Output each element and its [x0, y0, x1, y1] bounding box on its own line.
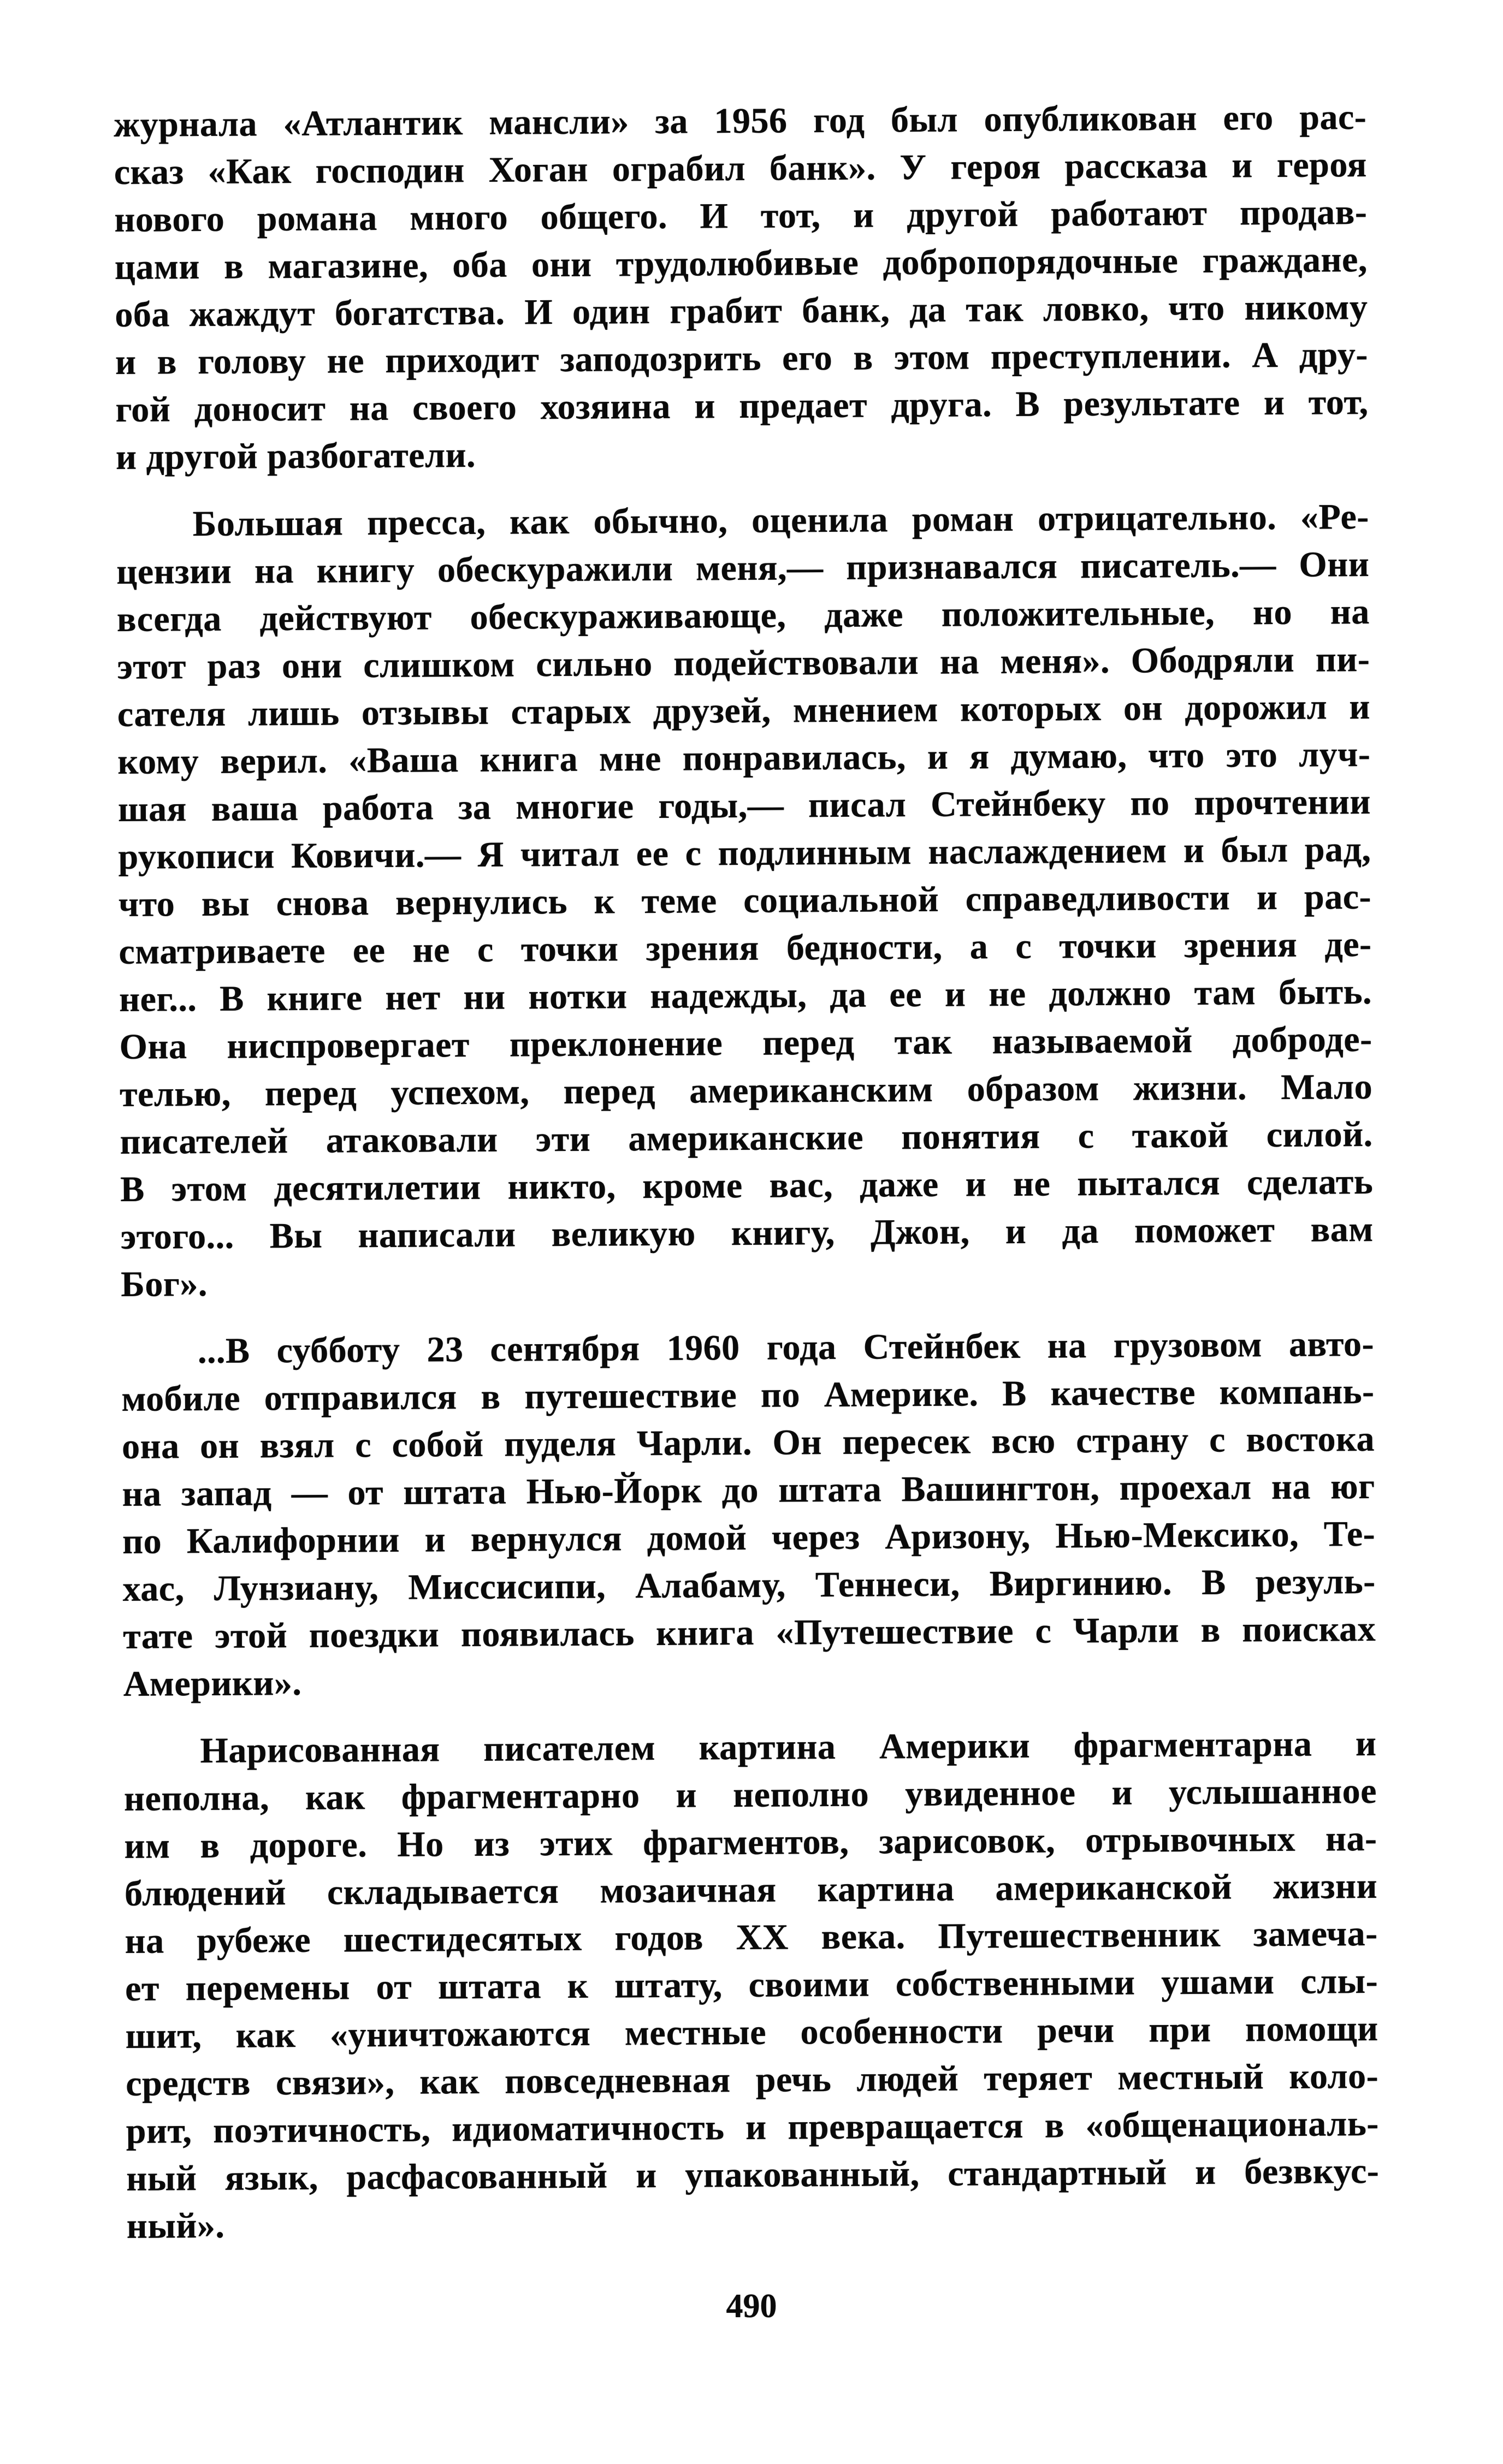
text-line: оба жаждут богатства. И один грабит банк, да так ловко, что никому: [115, 287, 1368, 335]
text-line: Америки».: [123, 1663, 302, 1704]
text-line: ный».: [126, 2205, 225, 2246]
text-line: ...В субботу 23 сентября 1960 года Стейнбек на грузовом авто-: [197, 1323, 1375, 1371]
text-line: этого... Вы написали великую книгу, Джон, и да поможет вам: [120, 1209, 1374, 1257]
text-line: В этом десятилетии никто, кроме вас, даже и не пытался сделать: [120, 1161, 1374, 1209]
text-line: сказ «Как господин Хоган ограбил банк». У героя рассказа и героя: [114, 144, 1367, 193]
text-line: хас, Лунзиану, Миссисипи, Алабаму, Теннеси, Виргинию. В резуль-: [122, 1561, 1376, 1609]
text-line: неполна, как фрагментарно и неполно увиденное и услышанное: [123, 1771, 1377, 1819]
body-text: [114, 93, 1380, 2250]
text-line: сматриваете ее не с точки зрения бедности, а с точки зрения де-: [119, 924, 1372, 972]
text-line: цами в магазине, оба они трудолюбивые добропорядочные граждане,: [114, 239, 1368, 288]
text-line: шит, как «уничтожаются местные особенности речи при помощи: [125, 2008, 1378, 2056]
text-line: журнала «Атлантик мансли» за 1956 год был опубликован его рас-: [114, 97, 1367, 145]
text-line: сателя лишь отзывы старых друзей, мнением которых он дорожил и: [117, 686, 1371, 734]
text-line: ет перемены от штата к штату, своими собственными ушами слы-: [125, 1961, 1378, 2009]
text-line: нег... В книге нет ни нотки надежды, да ее и не должно там быть.: [119, 971, 1372, 1019]
text-line: она он взял с собой пуделя Чарли. Он пересек всю страну с востока: [121, 1418, 1375, 1466]
text-line: Нарисованная писателем картина Америки фрагментарна и: [200, 1723, 1377, 1771]
text-line: рит, поэтичность, идиоматичность и превращается в «общенациональ-: [126, 2103, 1379, 2151]
text-line: шая ваша работа за многие годы,— писал Стейнбеку по прочтении: [117, 781, 1371, 829]
text-line: всегда действуют обескураживающе, даже положительные, но на: [116, 591, 1370, 639]
text-line: гой доносит на своего хозяина и предает друга. В результате и тот,: [115, 382, 1369, 430]
text-line: на запад — от штата Нью-Йорк до штата Вашингтон, проехал на юг: [122, 1466, 1375, 1514]
text-line: этот раз они слишком сильно подействовали на меня». Ободряли пи-: [117, 639, 1370, 687]
text-line: рукописи Ковичи.— Я читал ее с подлинным наслаждением и был рад,: [118, 829, 1371, 877]
text-line: ный язык, расфасованный и упакованный, стандартный и безвкус-: [126, 2151, 1380, 2199]
text-line: нового романа много общего. И тот, и другой работают продав-: [114, 192, 1368, 240]
paragraph: [116, 493, 1374, 1308]
page-number: 490: [726, 2288, 777, 2325]
text-line: писателей атаковали эти американские понятия с такой силой.: [120, 1114, 1373, 1162]
text-line: на рубеже шестидесятых годов XX века. Путешественник замеча-: [125, 1913, 1378, 1961]
paragraph: [121, 1320, 1376, 1708]
text-line: Она ниспровергает преклонение перед так называемой доброде-: [119, 1019, 1372, 1067]
paragraph: [114, 93, 1369, 481]
text-line: Большая пресса, как обычно, оценила роман отрицательно. «Ре-: [192, 496, 1369, 544]
text-line: цензии на книгу обескуражили меня,— признавался писатель.— Они: [116, 544, 1370, 592]
text-line: и другой разбогатели.: [115, 435, 476, 477]
text-line: телью, перед успехом, перед американским образом жизни. Мало: [119, 1066, 1373, 1114]
text-line: тате этой поездки появилась книга «Путешествие с Чарли в поисках: [122, 1608, 1376, 1656]
text-line: и в голову не приходит заподозрить его в этом преступлении. А дру-: [115, 334, 1369, 382]
paragraph: [123, 1720, 1380, 2250]
text-line: кому верил. «Ваша книга мне понравилась, и я думаю, что это луч-: [117, 734, 1371, 782]
text-line: мобиле отправился в путешествие по Америке. В качестве компань-: [121, 1371, 1375, 1419]
text-line: по Калифорнии и вернулся домой через Аризону, Нью-Мексико, Те-: [122, 1513, 1376, 1561]
text-line: им в дороге. Но из этих фрагментов, зарисовок, отрывочных на-: [124, 1818, 1377, 1866]
text-line: средств связи», как повседневная речь людей теряет местный коло-: [125, 2056, 1379, 2104]
text-line: что вы снова вернулись к теме социальной справедливости и рас-: [118, 876, 1372, 924]
text-line: Бог».: [121, 1263, 208, 1304]
text-line: блюдений складывается мозаичная картина американской жизни: [124, 1866, 1378, 1914]
